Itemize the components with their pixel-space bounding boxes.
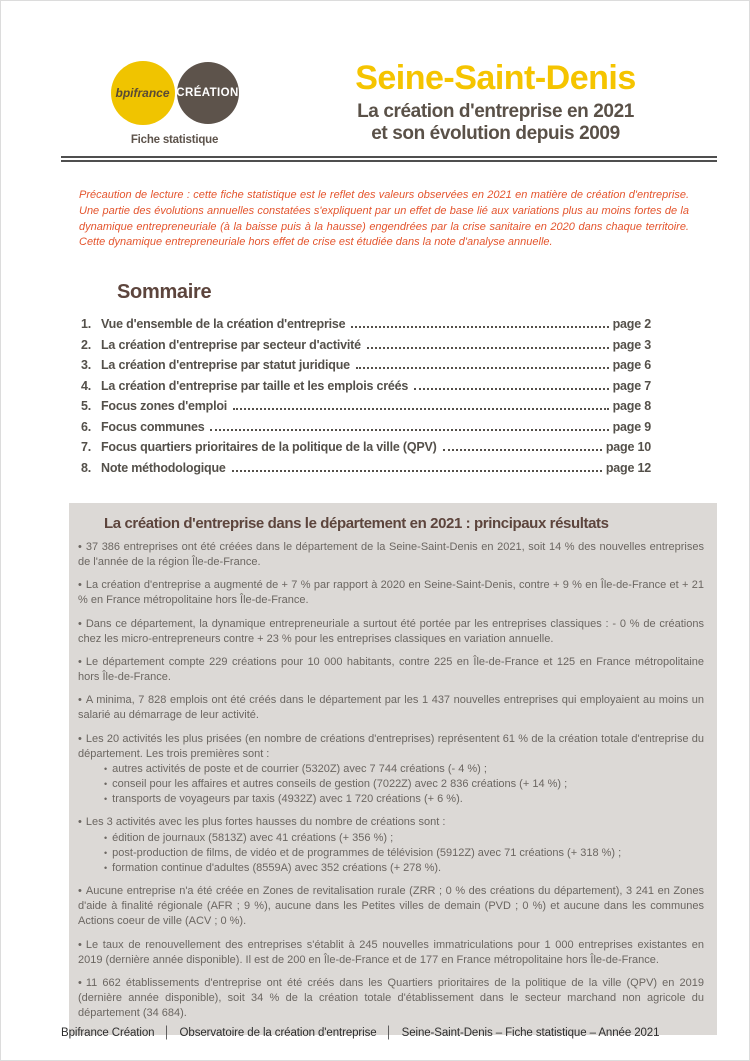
bullet-marker: •: [78, 732, 82, 745]
creation-logo-text: CRÉATION: [176, 87, 239, 99]
toc-item: [81, 338, 651, 352]
toc-item-page: page 8: [612, 399, 651, 414]
page-subtitle-line2: et son évolution depuis 2009: [371, 123, 620, 145]
toc-item-page: page 6: [612, 358, 651, 373]
result-subitem: [104, 861, 704, 876]
logo-tagline: Fiche statistique: [130, 134, 219, 146]
toc-leader-dots: [367, 347, 609, 349]
footer-observatory: Observatoire de la création d'entreprise: [179, 1027, 377, 1039]
bullet-marker: •: [104, 847, 108, 858]
footer-separator: │: [385, 1027, 393, 1039]
result-bullet: [78, 693, 704, 723]
page-title: Seine-Saint-Denis: [355, 59, 636, 97]
result-subitem: [104, 762, 704, 777]
toc-item-label: La création d'entreprise par taille et les emplois créés: [101, 378, 409, 393]
result-text: Les 3 activités avec les plus fortes hausses du nombre de créations sont :: [85, 816, 446, 829]
result-subitem: [104, 831, 704, 846]
toc-item-number: 7.: [81, 440, 92, 455]
result-text: A minima, 7 828 emplois ont été créés dans le département par les 1 437 nouvelles entreprises qui employaient au moins un salarié au démarrage de leur activité.: [78, 694, 704, 722]
bullet-marker: •: [78, 579, 82, 592]
toc-item: [81, 461, 651, 475]
result-subtext: conseil pour les affaires et autres conseils de gestion (7022Z) avec 2 836 créations (+ 14 %) ;: [112, 778, 568, 791]
toc-item-number: 3.: [81, 358, 92, 373]
toc-heading: Sommaire: [117, 281, 212, 304]
bullet-marker: •: [78, 816, 82, 829]
toc-item: [81, 399, 651, 413]
header: [1, 1, 749, 146]
footer: [61, 1027, 719, 1039]
page-subtitle-line1: La création d'entreprise en 2021: [357, 100, 634, 122]
result-subtext: post-production de films, de vidéo et de programmes de télévision (5912Z) avec 71 créations (+ 318 %) ;: [112, 846, 622, 859]
toc-item: [81, 317, 651, 331]
toc-list: [81, 317, 651, 475]
bullet-marker: •: [104, 862, 108, 873]
bullet-marker: •: [104, 832, 108, 843]
result-text: La création d'entreprise a augmenté de + 7 % par rapport à 2020 en Seine-Saint-Denis, contre + 9 % en Île-de-France et + 21 % en France métropolitaine hors Île-de-France.: [78, 579, 704, 607]
result-bullet: [78, 884, 704, 930]
toc-item-number: 1.: [81, 317, 92, 332]
toc-item: [81, 358, 651, 372]
toc-item-page: page 2: [612, 317, 651, 332]
result-text: 37 386 entreprises ont été créées dans le département de la Seine-Saint-Denis en 2021, soit 14 % des nouvelles entreprises de l'année de la région Île-de-France.: [78, 540, 704, 568]
toc-item-label: Focus zones d'emploi: [101, 399, 228, 414]
bullet-marker: •: [78, 976, 82, 989]
bpifrance-logo-text: bpifrance: [115, 86, 170, 100]
toc-section: [81, 281, 651, 475]
toc-leader-dots: [210, 429, 608, 431]
result-bullet: [78, 578, 704, 608]
result-bullet: [78, 655, 704, 685]
bullet-marker: •: [78, 617, 82, 630]
result-text: 11 662 établissements d'entreprise ont été créés dans les Quartiers prioritaires de la politique de la ville (QPV) en 2019 (dernière année disponible), soit 34 % de la création totale d'établissement dans le secteur marchand non agricole du département (34 684).: [78, 976, 704, 1020]
toc-item-number: 8.: [81, 460, 92, 475]
result-subtext: autres activités de poste et de courrier (5320Z) avec 7 744 créations (- 4 %) ;: [112, 762, 487, 775]
result-text: Le département compte 229 créations pour 10 000 habitants, contre 225 en Île-de-France et 125 en France métropolitaine hors Île-de-France.: [78, 655, 704, 684]
result-sublist: [104, 762, 704, 808]
result-sublist: [104, 831, 704, 877]
bullet-marker: •: [78, 694, 82, 707]
toc-leader-dots: [351, 326, 608, 328]
title-block: [282, 61, 719, 146]
results-box: [69, 503, 717, 1036]
result-text: Dans ce département, la dynamique entrepreneuriale a surtout été portée par les entreprises classiques : - 0 % de créations chez les micro-entrepreneurs contre + 23 % pour les entreprises classiques en variation annuelle.: [78, 617, 704, 645]
toc-item-page: page 10: [605, 440, 651, 455]
result-text: Le taux de renouvellement des entreprises s'établit à 245 nouvelles immatriculations pour 1 000 entreprises existantes en 2019 (dernière année disponible). Il est de 200 en Île-de-France et de 177 en France métropolitaine hors Île-de-France.: [78, 938, 704, 966]
toc-leader-dots: [233, 408, 609, 410]
result-subtext: édition de journaux (5813Z) avec 41 créations (+ 356 %) ;: [112, 831, 394, 844]
toc-leader-dots: [232, 470, 602, 472]
result-bullet: [78, 540, 704, 570]
toc-item: [81, 420, 651, 434]
toc-item-label: Note méthodologique: [101, 460, 226, 475]
result-bullet: [78, 815, 704, 830]
toc-leader-dots: [356, 367, 609, 369]
toc-item-page: page 9: [612, 419, 651, 434]
toc-item-label: Focus communes: [101, 419, 205, 434]
toc-item-label: Focus quartiers prioritaires de la politique de la ville (QPV): [101, 440, 437, 455]
result-text: Aucune entreprise n'a été créée en Zones de revitalisation rurale (ZRR ; 0 % des créations du département), 3 241 en Zones d'aide à finalité régionale (AFR ; 9 %), aucune dans les Petites villes de demain (PVD ; 0 %) et aucune dans les communes Actions coeur de ville (ACV ; 0 %).: [78, 885, 704, 928]
toc-item-label: La création d'entreprise par secteur d'activité: [101, 337, 361, 352]
bullet-marker: •: [104, 794, 108, 805]
footer-document: Seine-Saint-Denis – Fiche statistique – Année 2021: [401, 1027, 660, 1039]
header-divider: [61, 156, 717, 162]
result-subitem: [104, 777, 704, 792]
footer-separator: │: [163, 1027, 171, 1039]
bullet-marker: •: [78, 938, 82, 951]
result-text: Les 20 activités les plus prisées (en nombre de créations d'entreprises) représentent 61 % de la création totale d'entreprise du département. Les trois premières sont :: [78, 732, 704, 760]
result-subtext: transports de voyageurs par taxis (4932Z) avec 1 720 créations (+ 6 %).: [112, 793, 463, 806]
toc-item-number: 4.: [81, 378, 92, 393]
result-bullet: [78, 938, 704, 968]
result-subtext: formation continue d'adultes (8559A) avec 352 créations (+ 278 %).: [112, 861, 442, 874]
toc-item: [81, 379, 651, 393]
reading-notice: Précaution de lecture : cette fiche statistique est le reflet des valeurs observées en 2021 en matière de création d'entreprise. Une partie des évolutions annuelles constatées s'expliquent par un effet de base lié aux variations plus au moins fortes de la dynamique entrepreneuriale (à la baisse puis à la hausse) engendrées par la crise sanitaire en 2020 dans chaque territoire. Cette dynamique entrepreneuriale hors effet de crise est étudiée dans la note d'analyse annuelle.: [79, 189, 689, 249]
toc-item-number: 5.: [81, 399, 92, 414]
result-bullet: [78, 617, 704, 647]
bullet-marker: •: [104, 779, 108, 790]
result-bullet: [78, 732, 704, 762]
toc-leader-dots: [443, 449, 602, 451]
bullet-marker: •: [104, 763, 108, 774]
bullet-marker: •: [78, 885, 82, 898]
results-title: La création d'entreprise dans le département en 2021 : principaux résultats: [104, 514, 609, 532]
toc-item-label: Vue d'ensemble de la création d'entreprise: [101, 317, 346, 332]
bpifrance-logo: [111, 61, 175, 125]
toc-leader-dots: [414, 388, 608, 390]
result-subitem: [104, 792, 704, 807]
toc-item-page: page 3: [612, 337, 651, 352]
creation-logo: [177, 62, 239, 124]
toc-item-label: La création d'entreprise par statut juridique: [101, 358, 350, 373]
header-logos: [67, 61, 282, 146]
bullet-marker: •: [78, 540, 82, 553]
result-bullet: [78, 976, 704, 1022]
toc-item-page: page 12: [605, 460, 651, 475]
toc-item-number: 6.: [81, 419, 92, 434]
footer-brand: Bpifrance Création: [61, 1027, 155, 1039]
page-subtitle: [282, 101, 709, 146]
bullet-marker: •: [78, 655, 82, 668]
toc-item-page: page 7: [612, 378, 651, 393]
result-subitem: [104, 846, 704, 861]
toc-item-number: 2.: [81, 337, 92, 352]
toc-item: [81, 440, 651, 454]
